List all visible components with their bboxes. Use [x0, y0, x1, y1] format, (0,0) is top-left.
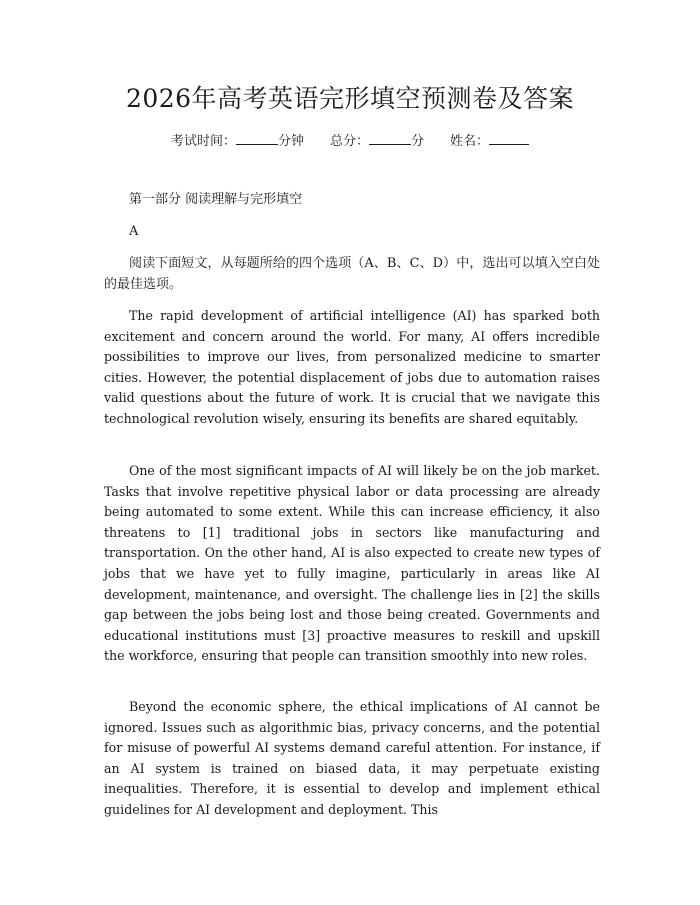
- student-name-blank: [489, 132, 529, 145]
- total-score-label: 总分：: [329, 134, 369, 149]
- page-title: 2026年高考英语完形填空预测卷及答案: [125, 84, 575, 113]
- passage-paragraph-2: One of the most significant impacts of AI will likely be on the job market. Tasks that involve repetitive physical labor or data processing are already being automated to some extent. While this can increase efficiency, it also threatens to [1] traditional jobs in sectors like manufacturing and transportation. On the other hand, AI is also expected to create new types of jobs that we have yet to fully imagine, particularly in areas like AI development, maintenance, and oversight. The challenge lies in [2] the skills gap between the jobs being lost and those being created. Governments and educational institutions must [3] proactive measures to reskill and upskill the workforce, ensuring that people can transition smoothly into new roles.: [104, 463, 600, 664]
- exam-time-label: 考试时间：: [170, 134, 236, 149]
- exam-time-blank: [236, 132, 278, 145]
- part-label: A: [129, 224, 139, 239]
- total-score-blank: [369, 132, 411, 145]
- instruction-text: 阅读下面短文，从每题所给的四个选项（A、B、C、D）中，选出可以填入空白处的最佳选项。: [104, 256, 600, 292]
- exam-info-line: [0, 132, 700, 151]
- total-score-unit: 分: [411, 134, 425, 149]
- student-name-label: 姓名：: [450, 134, 490, 149]
- exam-time-unit: 分钟: [277, 134, 304, 149]
- passage-paragraph-1: The rapid development of artificial intelligence (AI) has sparked both excitement and concern around the world. For many, AI offers incredible possibilities to improve our lives, from personalized medicine to smarter cities. However, the potential displacement of jobs due to automation raises valid questions about the future of work. It is crucial that we navigate this technological revolution wisely, ensuring its benefits are shared equitably.: [104, 308, 600, 426]
- passage-paragraph-3: Beyond the economic sphere, the ethical implications of AI cannot be ignored. Issues such as algorithmic bias, privacy concerns, and the potential for misuse of powerful AI systems demand careful attention. For instance, if an AI system is trained on biased data, it may perpetuate existing inequalities. Therefore, it is essential to develop and implement ethical guidelines for AI development and deployment. This: [104, 699, 600, 817]
- section-heading: 第一部分 阅读理解与完形填空: [129, 192, 303, 207]
